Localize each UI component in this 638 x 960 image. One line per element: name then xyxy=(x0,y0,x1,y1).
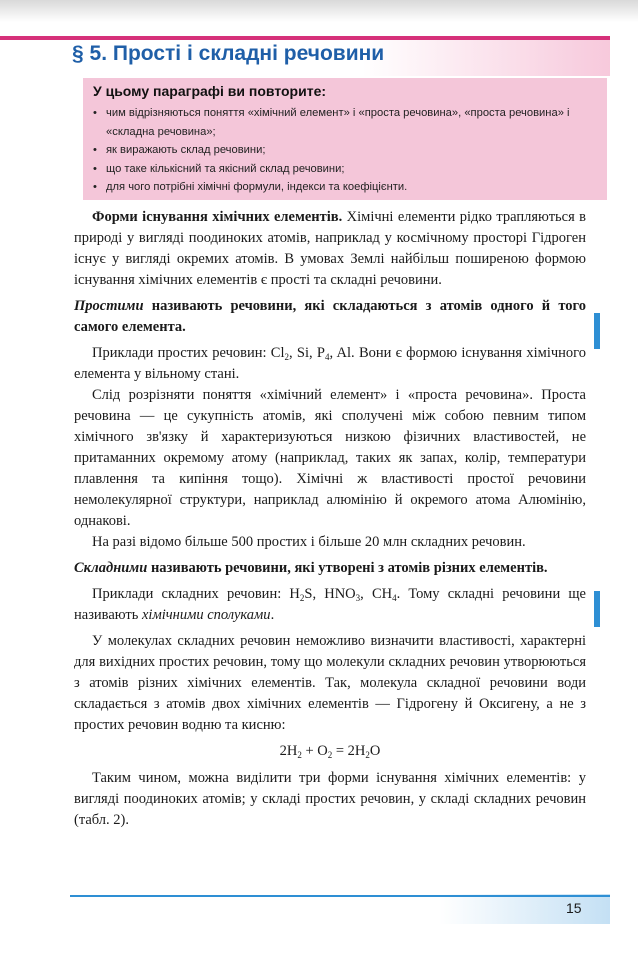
paragraph-distinguish: Слід розрізняти поняття «хімічний елемент» і «проста речовина». Проста речовина — це сукупність атомів, які сполучені між собою певним типом хімічного зв'язку й характеризуються низкою фізичних властивостей, не притаманних окремому атому (наприклад, таких як запах, колір, температури плавлення та кипіння тощо). Хімічні ж властивості простої речовини немолекулярної структури, наприклад алюмінію й окремого атома Алюмінію, однакові. xyxy=(74,387,586,529)
definition-term: Складними xyxy=(74,560,148,576)
text-run: . Тому складні речовини ще називають xyxy=(74,586,586,623)
body-text xyxy=(74,207,586,831)
subscript: 2 xyxy=(299,593,305,603)
text-run: O xyxy=(369,743,381,759)
objective-item: • що таке кількісний та якісний склад речовини; xyxy=(93,160,598,179)
text-run: 2H xyxy=(279,743,298,759)
definition-term: Простими xyxy=(74,298,144,314)
section-title: § 5. Прості і складні речовини xyxy=(72,42,385,65)
footer-rule xyxy=(70,895,610,897)
paragraph-count: На разі відомо більше 500 простих і більше 20 млн складних речовин. xyxy=(92,534,526,550)
objectives-box xyxy=(83,78,607,200)
subscript: 2 xyxy=(365,750,370,760)
italic-term: хімічними сполуками xyxy=(142,607,271,623)
paragraph-conclusion: Таким чином, можна виділити три форми існування хімічних елементів: у вигляді поодиноких атомів; у складі простих речовин, у складі складних речовин (табл. 2). xyxy=(74,770,586,828)
text-run: , Al. Вони є формою існування хімічного елемента у вільному стані. xyxy=(74,345,586,382)
objective-item: • як виражають склад речовини; xyxy=(93,141,598,160)
objective-item: • для чого потрібні хімічні формули, індекси та коефіцієнти. xyxy=(93,178,598,197)
definition-text: називають речовини, які утворені з атомів різних елементів. xyxy=(150,560,548,576)
chemical-equation xyxy=(74,741,586,762)
definition-marker xyxy=(594,591,600,627)
objectives-heading: У цьому параграфі ви повторите: xyxy=(93,83,327,99)
text-run: S, HNO xyxy=(304,586,356,602)
subscript: 2 xyxy=(297,750,302,760)
top-shadow xyxy=(0,0,638,22)
objective-item: • чим відрізняються поняття «хімічний елемент» і «проста речовина», «проста речовина» і «складна речовина»; xyxy=(93,104,598,141)
footer-band xyxy=(0,894,610,924)
paragraph-text: Хімічні елементи рідко трапляються в природі у вигляді поодиноких атомів, наприклад у космічному просторі Гідроген існує у вигляді окремих атомів. В умовах Землі найбільш поширеною формою існування хімічних елементів є прості та складні речовини. xyxy=(74,209,586,288)
paragraph-molecules: У молекулах складних речовин неможливо визначити властивості, характерні для вихідних простих речовин, тому що молекули складних речовин утворюються з атомів різних хімічних елементів. Так, молекула складної речовини води складається з атомів двох хімічних елементів — Гідрогену й Оксигену, а не з простих речовин водню та кисню: xyxy=(74,633,586,733)
objectives-list xyxy=(93,104,598,197)
text-run: = 2H xyxy=(332,743,366,759)
text-run: . xyxy=(270,607,275,623)
text-run: + O xyxy=(301,743,328,759)
definition-text: називають речовини, які складаються з атомів одного й того самого елемента. xyxy=(74,298,586,335)
paragraph-forms xyxy=(74,207,586,291)
text-run: , Si, P xyxy=(289,345,325,361)
subscript: 2 xyxy=(327,750,333,760)
subscript: 3 xyxy=(355,593,361,603)
text-run: , CH xyxy=(360,586,393,602)
definition-marker xyxy=(594,313,600,349)
text-run: Приклади складних речовин: H xyxy=(92,586,300,602)
definition-simple xyxy=(74,296,586,338)
text-run: Приклади простих речовин: Cl xyxy=(92,345,285,361)
page-number: 15 xyxy=(566,900,582,916)
paragraph-simple-examples xyxy=(74,343,586,385)
paragraph-lead: Форми існування хімічних елементів. xyxy=(92,209,343,225)
paragraph-complex-examples xyxy=(74,584,586,626)
subscript: 2 xyxy=(284,352,290,362)
subscript: 4 xyxy=(324,352,330,362)
subscript: 4 xyxy=(392,593,397,603)
definition-complex xyxy=(74,558,586,579)
